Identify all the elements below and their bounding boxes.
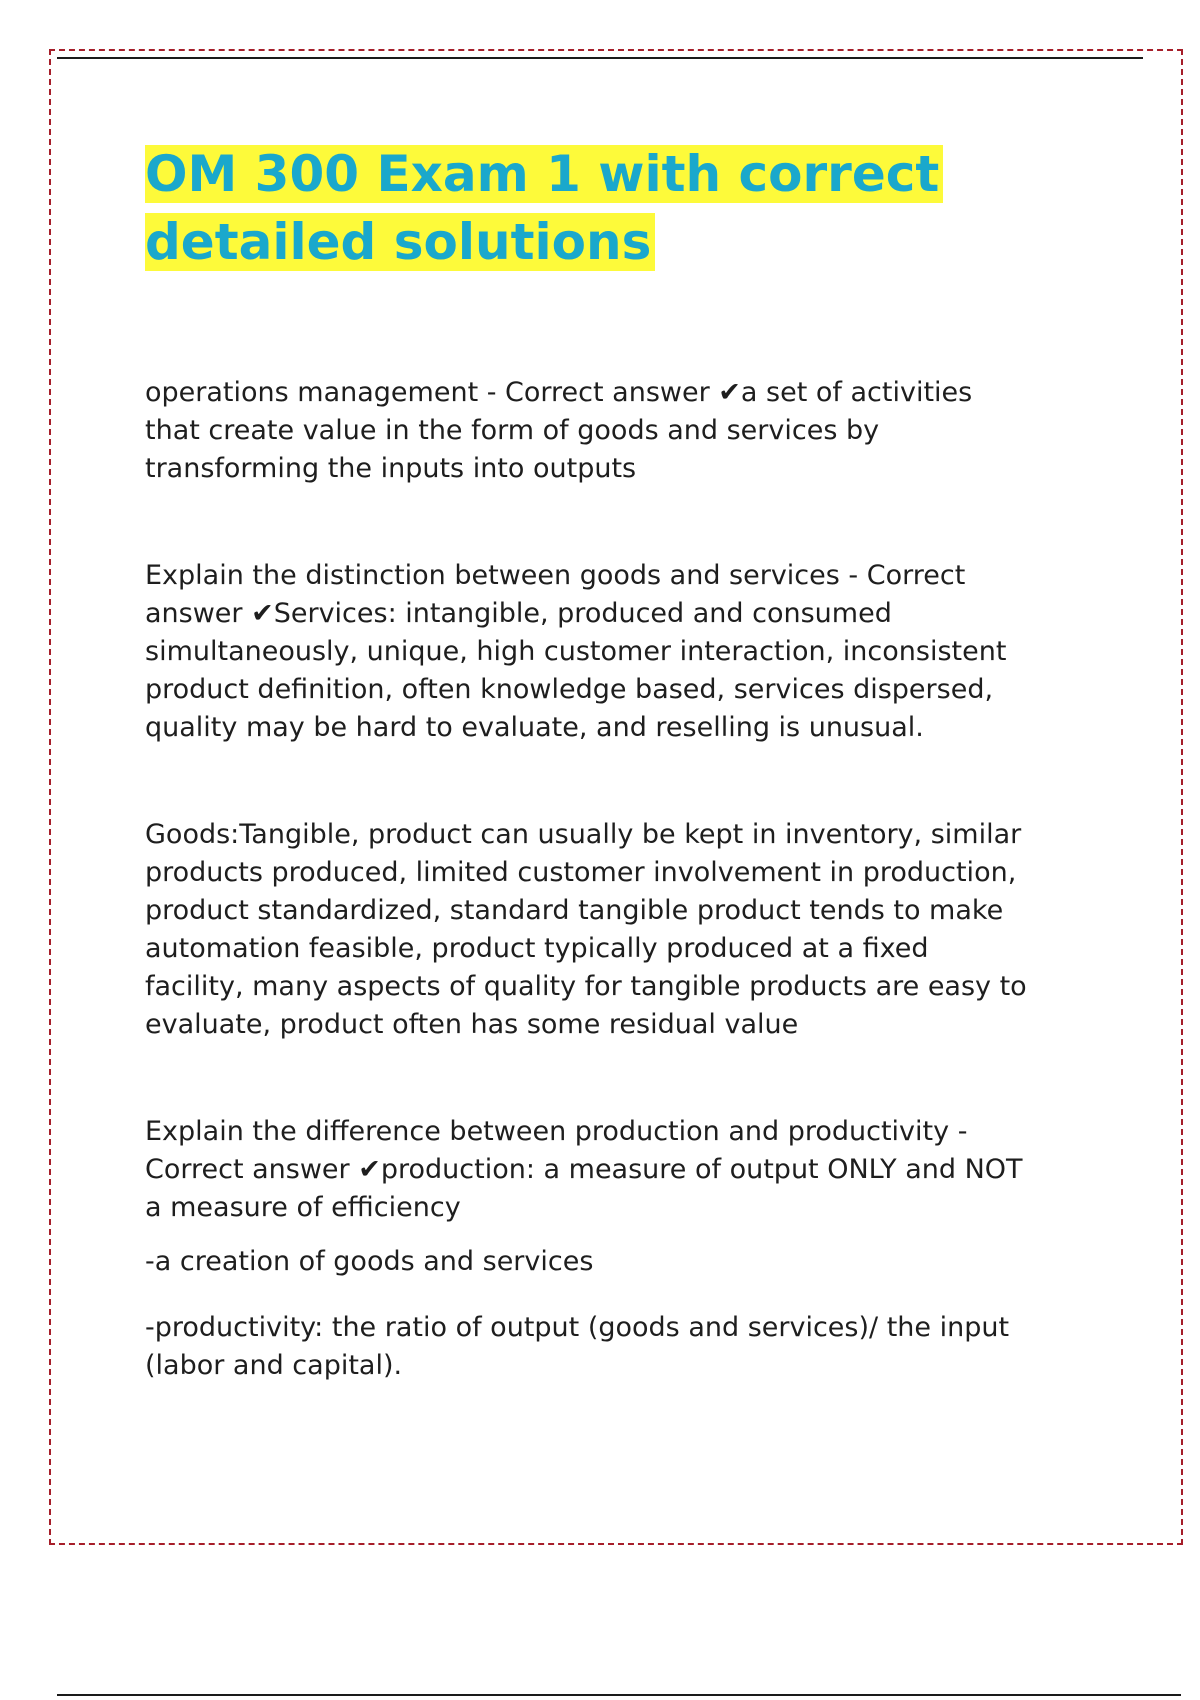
paragraph-operations-management: operations management - Correct answer ✔a set of activities that create value in the form of goods and services by transforming the inputs into outputs	[145, 377, 973, 484]
document-title-text: OM 300 Exam 1 with correct detailed solutions	[145, 145, 943, 271]
paragraph-creation-of-goods: -a creation of goods and services	[145, 1246, 594, 1277]
document-body	[145, 140, 1105, 1385]
footer-rule	[57, 1694, 1181, 1696]
paragraph-productivity-ratio: -productivity: the ratio of output (goods and services)/ the input (labor and capital).	[145, 1312, 1010, 1381]
document-title	[145, 140, 1105, 276]
paragraph-production-vs-productivity: Explain the difference between production and productivity - Correct answer ✔production: a measure of output ONLY and NOT a measure of efficiency	[145, 1116, 1023, 1223]
paragraph-goods-vs-services: Explain the distinction between goods and services - Correct answer ✔Services: intangible, produced and consumed simultaneously, unique, high customer interaction, inconsistent product definition, often knowledge based, services dispersed, quality may be hard to evaluate, and reselling is unusual.	[145, 560, 1007, 743]
header-rule	[57, 57, 1143, 59]
paragraph-goods-definition: Goods:Tangible, product can usually be kept in inventory, similar products produced, limited customer involvement in production, product standardized, standard tangible product tends to make automation feasible, product typically produced at a fixed facility, many aspects of quality for tangible products are easy to evaluate, product often has some residual value	[145, 819, 1027, 1040]
